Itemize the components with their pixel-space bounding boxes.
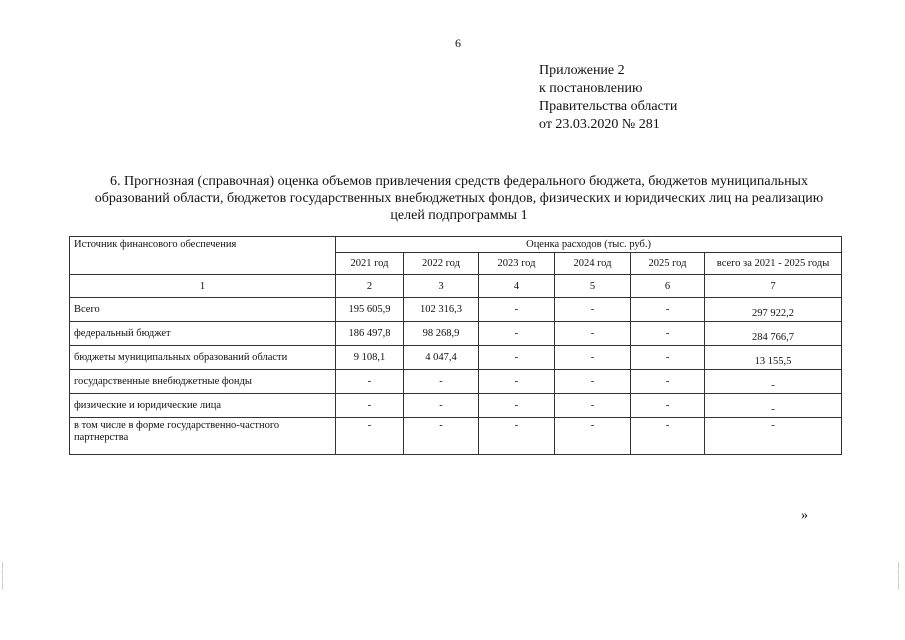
- column-number: 2: [336, 275, 404, 298]
- estimate-header: Оценка расходов (тыс. руб.): [336, 237, 842, 253]
- appendix-block: [539, 62, 677, 134]
- appendix-line-4: от 23.03.2020 № 281: [539, 117, 660, 132]
- column-number: 1: [70, 275, 336, 298]
- cell-value: -: [631, 322, 705, 346]
- cell-value: -: [631, 370, 705, 394]
- cell-value: 186 497,8: [336, 322, 404, 346]
- financing-table: [69, 236, 842, 455]
- cell-value: -: [336, 394, 404, 418]
- row-label: Всего: [70, 298, 336, 322]
- cell-total: 297 922,2: [705, 298, 842, 322]
- cell-value: -: [631, 346, 705, 370]
- cell-value: -: [555, 418, 631, 455]
- row-label: государственные внебюджетные фонды: [70, 370, 336, 394]
- table-row: [70, 322, 842, 346]
- year-header: 2022 год: [404, 253, 479, 275]
- cell-total: -: [705, 370, 842, 394]
- table-row: [70, 370, 842, 394]
- appendix-line-1: Приложение 2: [539, 63, 625, 78]
- cell-value: 102 316,3: [404, 298, 479, 322]
- appendix-line-3: Правительства области: [539, 99, 678, 114]
- cell-value: -: [479, 322, 555, 346]
- row-label: физические и юридические лица: [70, 394, 336, 418]
- column-number: 6: [631, 275, 705, 298]
- cell-value: -: [555, 346, 631, 370]
- cell-value: -: [631, 298, 705, 322]
- row-label: бюджеты муниципальных образований области: [70, 346, 336, 370]
- cell-value: 4 047,4: [404, 346, 479, 370]
- section-title: 6. Прогнозная (справочная) оценка объемов привлечения средств федерального бюджета, бюджетов муниципальных образований области, бюджетов государственных внебюджетных фондов, физических и юридических лиц на реализацию целей подпрограммы 1: [94, 174, 824, 223]
- cell-total: -: [705, 418, 842, 455]
- cell-value: -: [404, 370, 479, 394]
- table-row: [70, 394, 842, 418]
- cell-value: -: [336, 418, 404, 455]
- cell-value: -: [555, 394, 631, 418]
- column-number: 4: [479, 275, 555, 298]
- source-header: Источник финансового обеспечения: [70, 237, 336, 275]
- closing-quote: »: [801, 508, 808, 523]
- table-row: [70, 346, 842, 370]
- cell-value: -: [555, 298, 631, 322]
- cell-value: 195 605,9: [336, 298, 404, 322]
- column-number: 7: [705, 275, 842, 298]
- row-label: федеральный бюджет: [70, 322, 336, 346]
- cell-value: -: [404, 394, 479, 418]
- appendix-line-2: к постановлению: [539, 81, 643, 96]
- cell-value: -: [479, 346, 555, 370]
- cell-value: 9 108,1: [336, 346, 404, 370]
- cell-value: -: [631, 394, 705, 418]
- cell-value: -: [336, 370, 404, 394]
- cell-value: -: [479, 370, 555, 394]
- cell-total: -: [705, 394, 842, 418]
- table-row: [70, 418, 842, 455]
- year-header: 2024 год: [555, 253, 631, 275]
- table-row: [70, 298, 842, 322]
- cell-value: -: [479, 394, 555, 418]
- year-header: 2021 год: [336, 253, 404, 275]
- cell-value: 98 268,9: [404, 322, 479, 346]
- column-number: 3: [404, 275, 479, 298]
- scan-margin-mark: | | | |: [898, 561, 900, 590]
- cell-value: -: [404, 418, 479, 455]
- column-number: 5: [555, 275, 631, 298]
- cell-value: -: [555, 322, 631, 346]
- cell-total: 284 766,7: [705, 322, 842, 346]
- year-header: 2023 год: [479, 253, 555, 275]
- cell-value: -: [631, 418, 705, 455]
- year-header: 2025 год: [631, 253, 705, 275]
- page-number: 6: [455, 36, 461, 50]
- cell-total: 13 155,5: [705, 346, 842, 370]
- cell-value: -: [479, 298, 555, 322]
- cell-value: -: [555, 370, 631, 394]
- scan-margin-mark: | | | |: [2, 561, 4, 590]
- cell-value: -: [479, 418, 555, 455]
- total-header: всего за 2021 - 2025 годы: [705, 253, 842, 275]
- row-label: в том числе в форме государственно-частного партнерства: [70, 418, 336, 455]
